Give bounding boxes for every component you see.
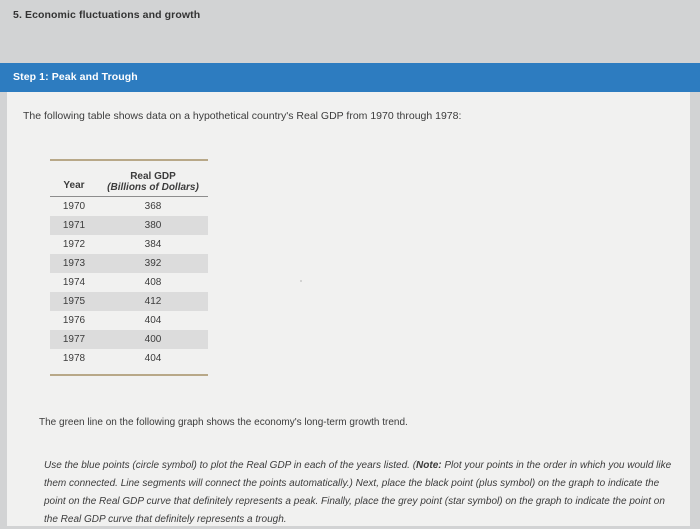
table-top-rule-cell-gdp	[98, 160, 208, 169]
table-row	[50, 349, 208, 368]
cell-year: 1976	[62, 314, 86, 326]
instructions-part1: Use the blue points (circle symbol) to plot the Real GDP in each of the years listed. (	[44, 460, 417, 471]
cell-year: 1978	[62, 352, 86, 364]
step-title: Step 1: Peak and Trough	[13, 71, 138, 83]
table-bottom-rule-cell-year	[50, 368, 98, 375]
table-row	[50, 311, 208, 330]
instructions-note-label: Note:	[416, 460, 442, 471]
table-top-rule-cell-year	[50, 160, 98, 169]
instructions-part2: Plot your points in the order in which you would like them connected. Line segments will connect the points automatically.) Next, place the black point (plus symbol) on the graph to indicate the point on the Real GDP curve that definitely represents a peak. Finally, place the grey point (star symbol) on the graph to indicate the point on the Real GDP curve that definitely represents a trough.	[44, 460, 672, 525]
table-body	[50, 197, 208, 368]
page-speck	[300, 280, 302, 282]
cell-year: 1975	[62, 295, 86, 307]
table-header-row	[50, 169, 208, 194]
content-panel	[7, 92, 690, 526]
table-row	[50, 197, 208, 216]
cell-gdp: 400	[144, 333, 162, 345]
column-header-year: Year	[63, 180, 85, 191]
table-top-rule	[50, 160, 208, 169]
graph-note: The green line on the following graph shows the economy's long-term growth trend.	[39, 417, 408, 428]
column-header-real-gdp-line1: Real GDP	[130, 171, 176, 182]
column-header-real-gdp	[98, 169, 208, 194]
cell-gdp: 384	[144, 238, 162, 250]
table-row	[50, 216, 208, 235]
table-row	[50, 273, 208, 292]
table-row	[50, 292, 208, 311]
cell-year: 1977	[62, 333, 86, 345]
cell-gdp: 404	[144, 314, 162, 326]
table-bottom-rule-cell-gdp	[98, 368, 208, 375]
cell-year: 1970	[62, 200, 86, 212]
column-header-real-gdp-line2: (Billions of Dollars)	[107, 182, 199, 193]
cell-gdp: 408	[144, 276, 162, 288]
cell-year: 1972	[62, 238, 86, 250]
cell-year: 1973	[62, 257, 86, 269]
table-footer-rule	[50, 368, 208, 375]
cell-gdp: 404	[144, 352, 162, 364]
table-row	[50, 235, 208, 254]
cell-year: 1974	[62, 276, 86, 288]
page-title: 5. Economic fluctuations and growth	[13, 9, 201, 21]
step-header-bar	[0, 63, 700, 92]
cell-year: 1971	[62, 219, 86, 231]
plot-instructions	[44, 457, 678, 529]
cell-gdp: 368	[144, 200, 162, 212]
cell-gdp: 412	[144, 295, 162, 307]
cell-gdp: 392	[144, 257, 162, 269]
table-row	[50, 330, 208, 349]
cell-gdp: 380	[144, 219, 162, 231]
intro-text: The following table shows data on a hypothetical country's Real GDP from 1970 through 1978:	[23, 110, 462, 122]
table-row	[50, 254, 208, 273]
real-gdp-table	[50, 159, 208, 376]
